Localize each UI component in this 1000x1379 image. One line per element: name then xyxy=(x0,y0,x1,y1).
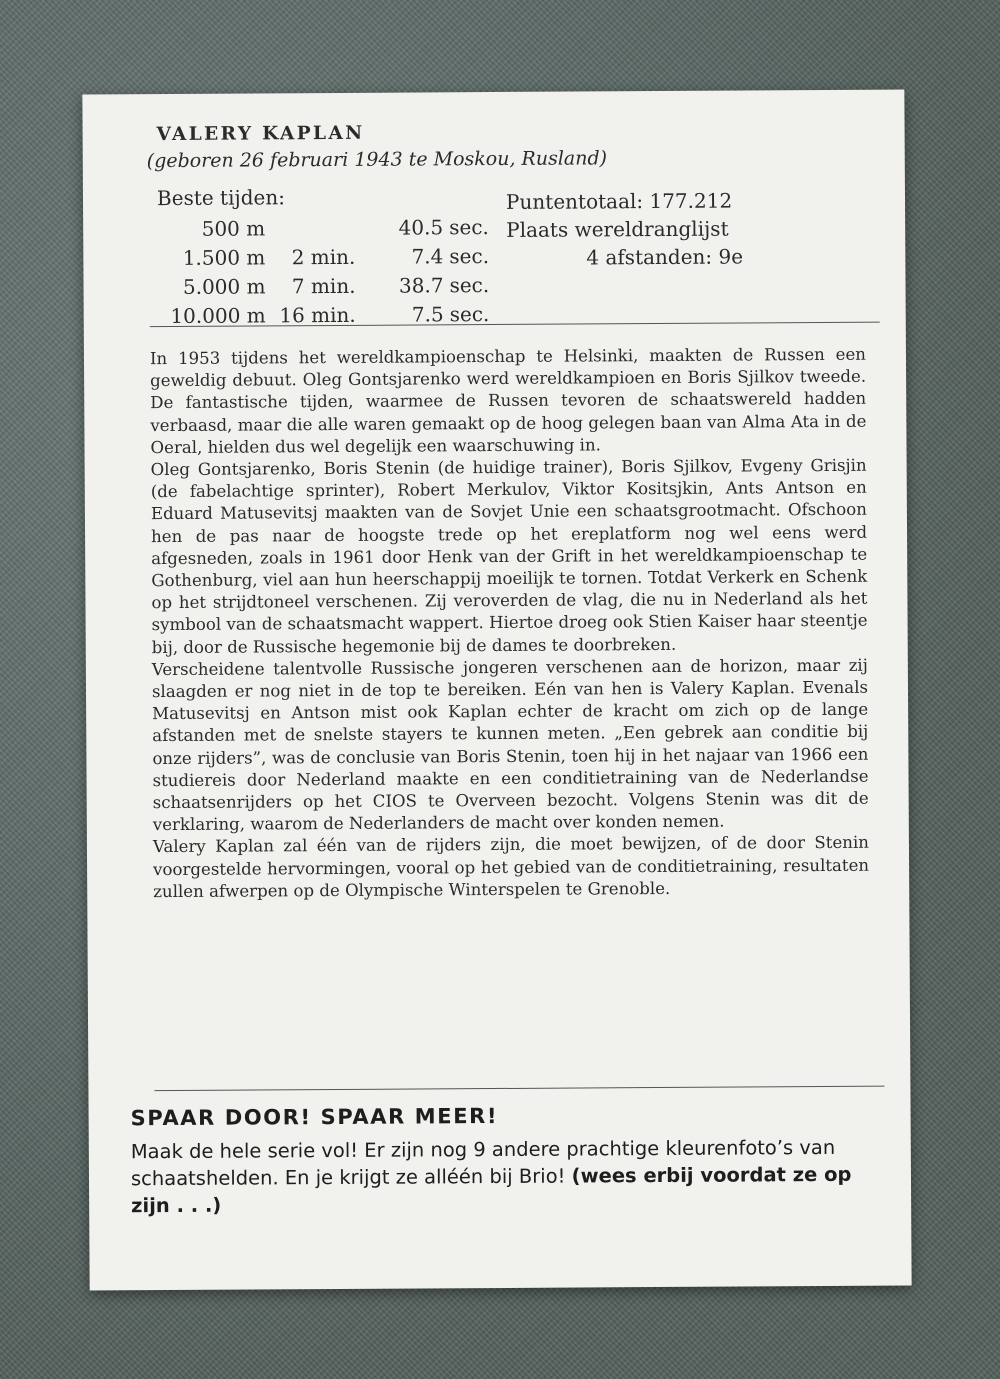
skater-name: VALERY KAPLAN xyxy=(156,122,365,146)
promo-text xyxy=(131,1134,891,1220)
ranking-label: Plaats wereldranglijst xyxy=(506,216,729,242)
unit-cell: sec. xyxy=(449,301,490,326)
seconds-cell: 38.7 xyxy=(398,272,444,298)
divider xyxy=(154,1086,884,1091)
ranking-value: 4 afstanden: 9e xyxy=(586,244,744,270)
minutes-cell xyxy=(265,213,355,243)
seconds-cell: 40.5 xyxy=(398,214,444,240)
distance-cell: 500 m xyxy=(201,215,266,241)
seconds-cell: 7.4 xyxy=(411,243,444,269)
trading-card-back xyxy=(82,90,911,1291)
best-times-table xyxy=(157,212,489,330)
unit-cell: sec. xyxy=(449,272,490,297)
minutes-cell: 2 min. xyxy=(291,244,356,269)
minutes-cell: 16 min. xyxy=(279,302,356,327)
points-total: Puntentotaal: 177.212 xyxy=(505,188,733,214)
bio-paragraph: Verscheidene talentvolle Russische jongeren verschenen aan de horizon, maar zij slaagden er nog niet in de top te bereiken. Eén van hen is Valery Kaplan. Evenals Matusevitsj en Antson mist ook Kaplan echter de kracht om zich op de lange afstanden met de snelste stayers te kunnen meten. „Een gebrek aan conditie bij onze rijders”, was de conclusie van Boris Stenin, toen hij in het najaar van 1966 een studiereis door Nederland maakte en een conditietraining van de Nederlandse schaatsenrijders op het CIOS te Overveen bezocht. Volgens Stenin was dit de verklaring, waarom de Nederlanders de macht over konden nemen. xyxy=(151,655,869,835)
table-row xyxy=(157,270,489,301)
seconds-cell: 7.5 xyxy=(411,301,444,327)
bio-paragraph: Valery Kaplan zal één van de rijders zijn, die moet bewijzen, of de door Stenin voorgestelde hervormingen, vooral op het gebied van de conditietraining, resultaten zullen afwerpen op de Olympische Winterspelen te Grenoble. xyxy=(152,833,870,901)
distance-cell: 5.000 m xyxy=(182,273,266,299)
distance-cell: 1.500 m xyxy=(182,244,266,270)
bio-paragraph: Oleg Gontsjarenko, Boris Stenin (de huidige trainer), Boris Sjilkov, Evgeny Grisjin (de fabelachtige sprinter), Robert Merkulov, Viktor Kositsjkin, Ants Antson en Eduard Matusevitsj maakten van de Sovjet Unie een schaatsgrootmacht. Ofschoon hen de pas naar de hoogste trede op het ereplatform nog wel eens werd afgesneden, zoals in 1961 door Henk van der Grift in het wereldkampioenschap te Gothenburg, viel aan hun heerschappij moeilijk te tornen. Totdat Verkerk en Schenk op het strijdtoneel verschenen. Zij veroverden de vlag, die nu in Nederland als het symbool van de schaatsmacht wappert. Hiertoe droeg ook Stien Kaiser haar steentje bij, door de Russische hegemonie bij de dames te doorbreken. xyxy=(150,455,868,657)
best-times-label: Beste tijden: xyxy=(156,185,285,211)
promo-heading: SPAAR DOOR! SPAAR MEER! xyxy=(130,1104,499,1131)
table-row xyxy=(157,212,489,243)
minutes-cell: 7 min. xyxy=(291,273,356,298)
biography xyxy=(150,344,869,903)
table-row xyxy=(157,241,489,272)
distance-cell: 10.000 m xyxy=(170,302,266,328)
unit-cell: sec. xyxy=(449,243,490,268)
birth-info: (geboren 26 februari 1943 te Moskou, Rusland) xyxy=(146,147,608,173)
ranking-block xyxy=(506,186,743,271)
unit-cell: sec. xyxy=(449,214,489,239)
bio-paragraph: In 1953 tijdens het wereldkampioenschap te Helsinki, maakten de Russen een geweldig debuut. Oleg Gontsjarenko werd wereldkampioen en Boris Sjilkov tweede. De fantastische tijden, waarmee de Russen tevoren de schaatswereld hadden verbaasd, maar die alle waren gemaakt op de hoog gelegen baan van Alma Ata in de Oeral, hielden dus wel degelijk een waarschuwing in. xyxy=(149,344,867,457)
promo-body: Maak de hele serie vol! Er zijn nog 9 andere prachtige kleurenfoto’s van schaatshelden. En je krijgt ze alléén bij Brio! xyxy=(130,1135,836,1191)
promo-bold: (wees erbij voordat ze op zijn . . .) xyxy=(131,1162,852,1218)
